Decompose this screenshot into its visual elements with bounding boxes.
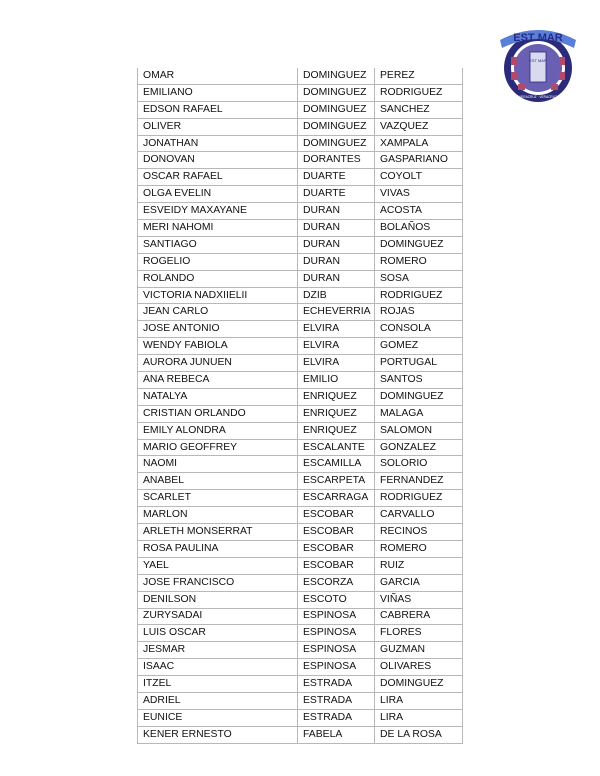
first-name-cell: JONATHAN — [138, 135, 298, 152]
paternal-surname-cell: ELVIRA — [298, 321, 375, 338]
paternal-surname-cell: ELVIRA — [298, 338, 375, 355]
paternal-surname-cell: DURAN — [298, 253, 375, 270]
paternal-surname-cell: ESCAMILLA — [298, 456, 375, 473]
maternal-surname-cell: XAMPALA — [375, 135, 463, 152]
first-name-cell: OLGA EVELIN — [138, 186, 298, 203]
first-name-cell: MERI NAHOMI — [138, 220, 298, 237]
maternal-surname-cell: SANCHEZ — [375, 101, 463, 118]
first-name-cell: ROSA PAULINA — [138, 540, 298, 557]
table-row — [138, 507, 463, 524]
paternal-surname-cell: DOMINGUEZ — [298, 101, 375, 118]
table-row — [138, 608, 463, 625]
table-row — [138, 270, 463, 287]
paternal-surname-cell: DOMINGUEZ — [298, 68, 375, 84]
maternal-surname-cell: GOMEZ — [375, 338, 463, 355]
maternal-surname-cell: ROJAS — [375, 304, 463, 321]
paternal-surname-cell: ESCORZA — [298, 574, 375, 591]
first-name-cell: CRISTIAN ORLANDO — [138, 405, 298, 422]
paternal-surname-cell: DZIB — [298, 287, 375, 304]
first-name-cell: JOSE ANTONIO — [138, 321, 298, 338]
table-row — [138, 220, 463, 237]
paternal-surname-cell: EMILIO — [298, 372, 375, 389]
table-row — [138, 422, 463, 439]
logo-center-panel — [530, 52, 546, 82]
first-name-cell: KENER ERNESTO — [138, 726, 298, 743]
first-name-cell: ESVEIDY MAXAYANE — [138, 203, 298, 220]
maternal-surname-cell: SOLORIO — [375, 456, 463, 473]
first-name-cell: MARLON — [138, 507, 298, 524]
maternal-surname-cell: RODRIGUEZ — [375, 84, 463, 101]
first-name-cell: AURORA JUNUEN — [138, 355, 298, 372]
first-name-cell: ROGELIO — [138, 253, 298, 270]
table-row — [138, 338, 463, 355]
first-name-cell: ZURYSADAI — [138, 608, 298, 625]
paternal-surname-cell: ESCALANTE — [298, 439, 375, 456]
paternal-surname-cell: DUARTE — [298, 169, 375, 186]
table-row — [138, 101, 463, 118]
first-name-cell: ADRIEL — [138, 692, 298, 709]
table-row — [138, 186, 463, 203]
paternal-surname-cell: ESCOBAR — [298, 557, 375, 574]
maternal-surname-cell: FERNANDEZ — [375, 473, 463, 490]
first-name-cell: SANTIAGO — [138, 236, 298, 253]
table-row — [138, 540, 463, 557]
paternal-surname-cell: ESCOBAR — [298, 540, 375, 557]
maternal-surname-cell: GASPARIANO — [375, 152, 463, 169]
maternal-surname-cell: MALAGA — [375, 405, 463, 422]
maternal-surname-cell: OLIVARES — [375, 659, 463, 676]
paternal-surname-cell: DORANTES — [298, 152, 375, 169]
logo-ring-text: VERACRUZ · VERACRUZ — [519, 95, 557, 99]
maternal-surname-cell: RUIZ — [375, 557, 463, 574]
table-row — [138, 152, 463, 169]
maternal-surname-cell: ROMERO — [375, 253, 463, 270]
paternal-surname-cell: ESCOTO — [298, 591, 375, 608]
maternal-surname-cell: PEREZ — [375, 68, 463, 84]
maternal-surname-cell: BOLAÑOS — [375, 220, 463, 237]
paternal-surname-cell: DURAN — [298, 236, 375, 253]
table-row — [138, 676, 463, 693]
maternal-surname-cell: COYOLT — [375, 169, 463, 186]
table-row — [138, 321, 463, 338]
maternal-surname-cell: GUZMAN — [375, 642, 463, 659]
table-row — [138, 287, 463, 304]
paternal-surname-cell: ESCARPETA — [298, 473, 375, 490]
maternal-surname-cell: VIVAS — [375, 186, 463, 203]
paternal-surname-cell: ELVIRA — [298, 355, 375, 372]
first-name-cell: ARLETH MONSERRAT — [138, 524, 298, 541]
maternal-surname-cell: CONSOLA — [375, 321, 463, 338]
first-name-cell: EUNICE — [138, 709, 298, 726]
paternal-surname-cell: FABELA — [298, 726, 375, 743]
first-name-cell: OLIVER — [138, 118, 298, 135]
first-name-cell: JOSE FRANCISCO — [138, 574, 298, 591]
table-row — [138, 574, 463, 591]
maternal-surname-cell: ROMERO — [375, 540, 463, 557]
first-name-cell: DENILSON — [138, 591, 298, 608]
paternal-surname-cell: ESPINOSA — [298, 642, 375, 659]
paternal-surname-cell: ESPINOSA — [298, 608, 375, 625]
first-name-cell: MARIO GEOFFREY — [138, 439, 298, 456]
maternal-surname-cell: RODRIGUEZ — [375, 490, 463, 507]
table-row — [138, 659, 463, 676]
paternal-surname-cell: ESCOBAR — [298, 524, 375, 541]
paternal-surname-cell: ESPINOSA — [298, 659, 375, 676]
first-name-cell: EMILIANO — [138, 84, 298, 101]
maternal-surname-cell: DOMINGUEZ — [375, 236, 463, 253]
first-name-cell: ITZEL — [138, 676, 298, 693]
maternal-surname-cell: SANTOS — [375, 372, 463, 389]
maternal-surname-cell: RODRIGUEZ — [375, 287, 463, 304]
maternal-surname-cell: CARVALLO — [375, 507, 463, 524]
table-row — [138, 118, 463, 135]
first-name-cell: ROLANDO — [138, 270, 298, 287]
maternal-surname-cell: ACOSTA — [375, 203, 463, 220]
table-row — [138, 84, 463, 101]
table-row — [138, 68, 463, 84]
table-row — [138, 169, 463, 186]
first-name-cell: NAOMI — [138, 456, 298, 473]
table-row — [138, 692, 463, 709]
maternal-surname-cell: LIRA — [375, 709, 463, 726]
first-name-cell: LUIS OSCAR — [138, 625, 298, 642]
logo-title-text: EST MAR — [513, 32, 563, 44]
paternal-surname-cell: ENRIQUEZ — [298, 388, 375, 405]
first-name-cell: JESMAR — [138, 642, 298, 659]
maternal-surname-cell: DOMINGUEZ — [375, 676, 463, 693]
table-row — [138, 524, 463, 541]
table-row — [138, 253, 463, 270]
first-name-cell: ISAAC — [138, 659, 298, 676]
maternal-surname-cell: DOMINGUEZ — [375, 388, 463, 405]
table-row — [138, 304, 463, 321]
first-name-cell: NATALYA — [138, 388, 298, 405]
first-name-cell: JEAN CARLO — [138, 304, 298, 321]
paternal-surname-cell: DOMINGUEZ — [298, 118, 375, 135]
paternal-surname-cell: ENRIQUEZ — [298, 422, 375, 439]
first-name-cell: ANA REBECA — [138, 372, 298, 389]
maternal-surname-cell: SOSA — [375, 270, 463, 287]
logo-center-text: EST MAR — [529, 58, 547, 63]
school-logo — [494, 22, 582, 104]
table-row — [138, 388, 463, 405]
table-row — [138, 557, 463, 574]
table-row — [138, 203, 463, 220]
first-name-cell: EMILY ALONDRA — [138, 422, 298, 439]
first-name-cell: VICTORIA NADXIIELII — [138, 287, 298, 304]
paternal-surname-cell: DUARTE — [298, 186, 375, 203]
paternal-surname-cell: ESTRADA — [298, 676, 375, 693]
first-name-cell: YAEL — [138, 557, 298, 574]
paternal-surname-cell: ESTRADA — [298, 709, 375, 726]
table-row — [138, 405, 463, 422]
maternal-surname-cell: GARCIA — [375, 574, 463, 591]
roster-body — [138, 68, 463, 743]
paternal-surname-cell: DURAN — [298, 203, 375, 220]
paternal-surname-cell: DURAN — [298, 270, 375, 287]
first-name-cell: OSCAR RAFAEL — [138, 169, 298, 186]
maternal-surname-cell: VIÑAS — [375, 591, 463, 608]
table-row — [138, 726, 463, 743]
first-name-cell: WENDY FABIOLA — [138, 338, 298, 355]
maternal-surname-cell: RECINOS — [375, 524, 463, 541]
first-name-cell: EDSON RAFAEL — [138, 101, 298, 118]
first-name-cell: DONOVAN — [138, 152, 298, 169]
table-row — [138, 473, 463, 490]
maternal-surname-cell: LIRA — [375, 692, 463, 709]
paternal-surname-cell: ENRIQUEZ — [298, 405, 375, 422]
table-row — [138, 642, 463, 659]
table-row — [138, 372, 463, 389]
table-row — [138, 236, 463, 253]
paternal-surname-cell: DURAN — [298, 220, 375, 237]
first-name-cell: SCARLET — [138, 490, 298, 507]
maternal-surname-cell: DE LA ROSA — [375, 726, 463, 743]
paternal-surname-cell: ESPINOSA — [298, 625, 375, 642]
table-row — [138, 456, 463, 473]
paternal-surname-cell: DOMINGUEZ — [298, 84, 375, 101]
maternal-surname-cell: PORTUGAL — [375, 355, 463, 372]
first-name-cell: ANABEL — [138, 473, 298, 490]
maternal-surname-cell: SALOMON — [375, 422, 463, 439]
paternal-surname-cell: ESTRADA — [298, 692, 375, 709]
maternal-surname-cell: GONZALEZ — [375, 439, 463, 456]
paternal-surname-cell: DOMINGUEZ — [298, 135, 375, 152]
table-row — [138, 355, 463, 372]
paternal-surname-cell: ESCARRAGA — [298, 490, 375, 507]
table-row — [138, 625, 463, 642]
maternal-surname-cell: VAZQUEZ — [375, 118, 463, 135]
paternal-surname-cell: ESCOBAR — [298, 507, 375, 524]
table-row — [138, 439, 463, 456]
student-roster-table — [137, 68, 463, 744]
paternal-surname-cell: ECHEVERRIA — [298, 304, 375, 321]
table-row — [138, 591, 463, 608]
table-row — [138, 709, 463, 726]
table-row — [138, 490, 463, 507]
maternal-surname-cell: FLORES — [375, 625, 463, 642]
first-name-cell: OMAR — [138, 68, 298, 84]
maternal-surname-cell: CABRERA — [375, 608, 463, 625]
table-row — [138, 135, 463, 152]
